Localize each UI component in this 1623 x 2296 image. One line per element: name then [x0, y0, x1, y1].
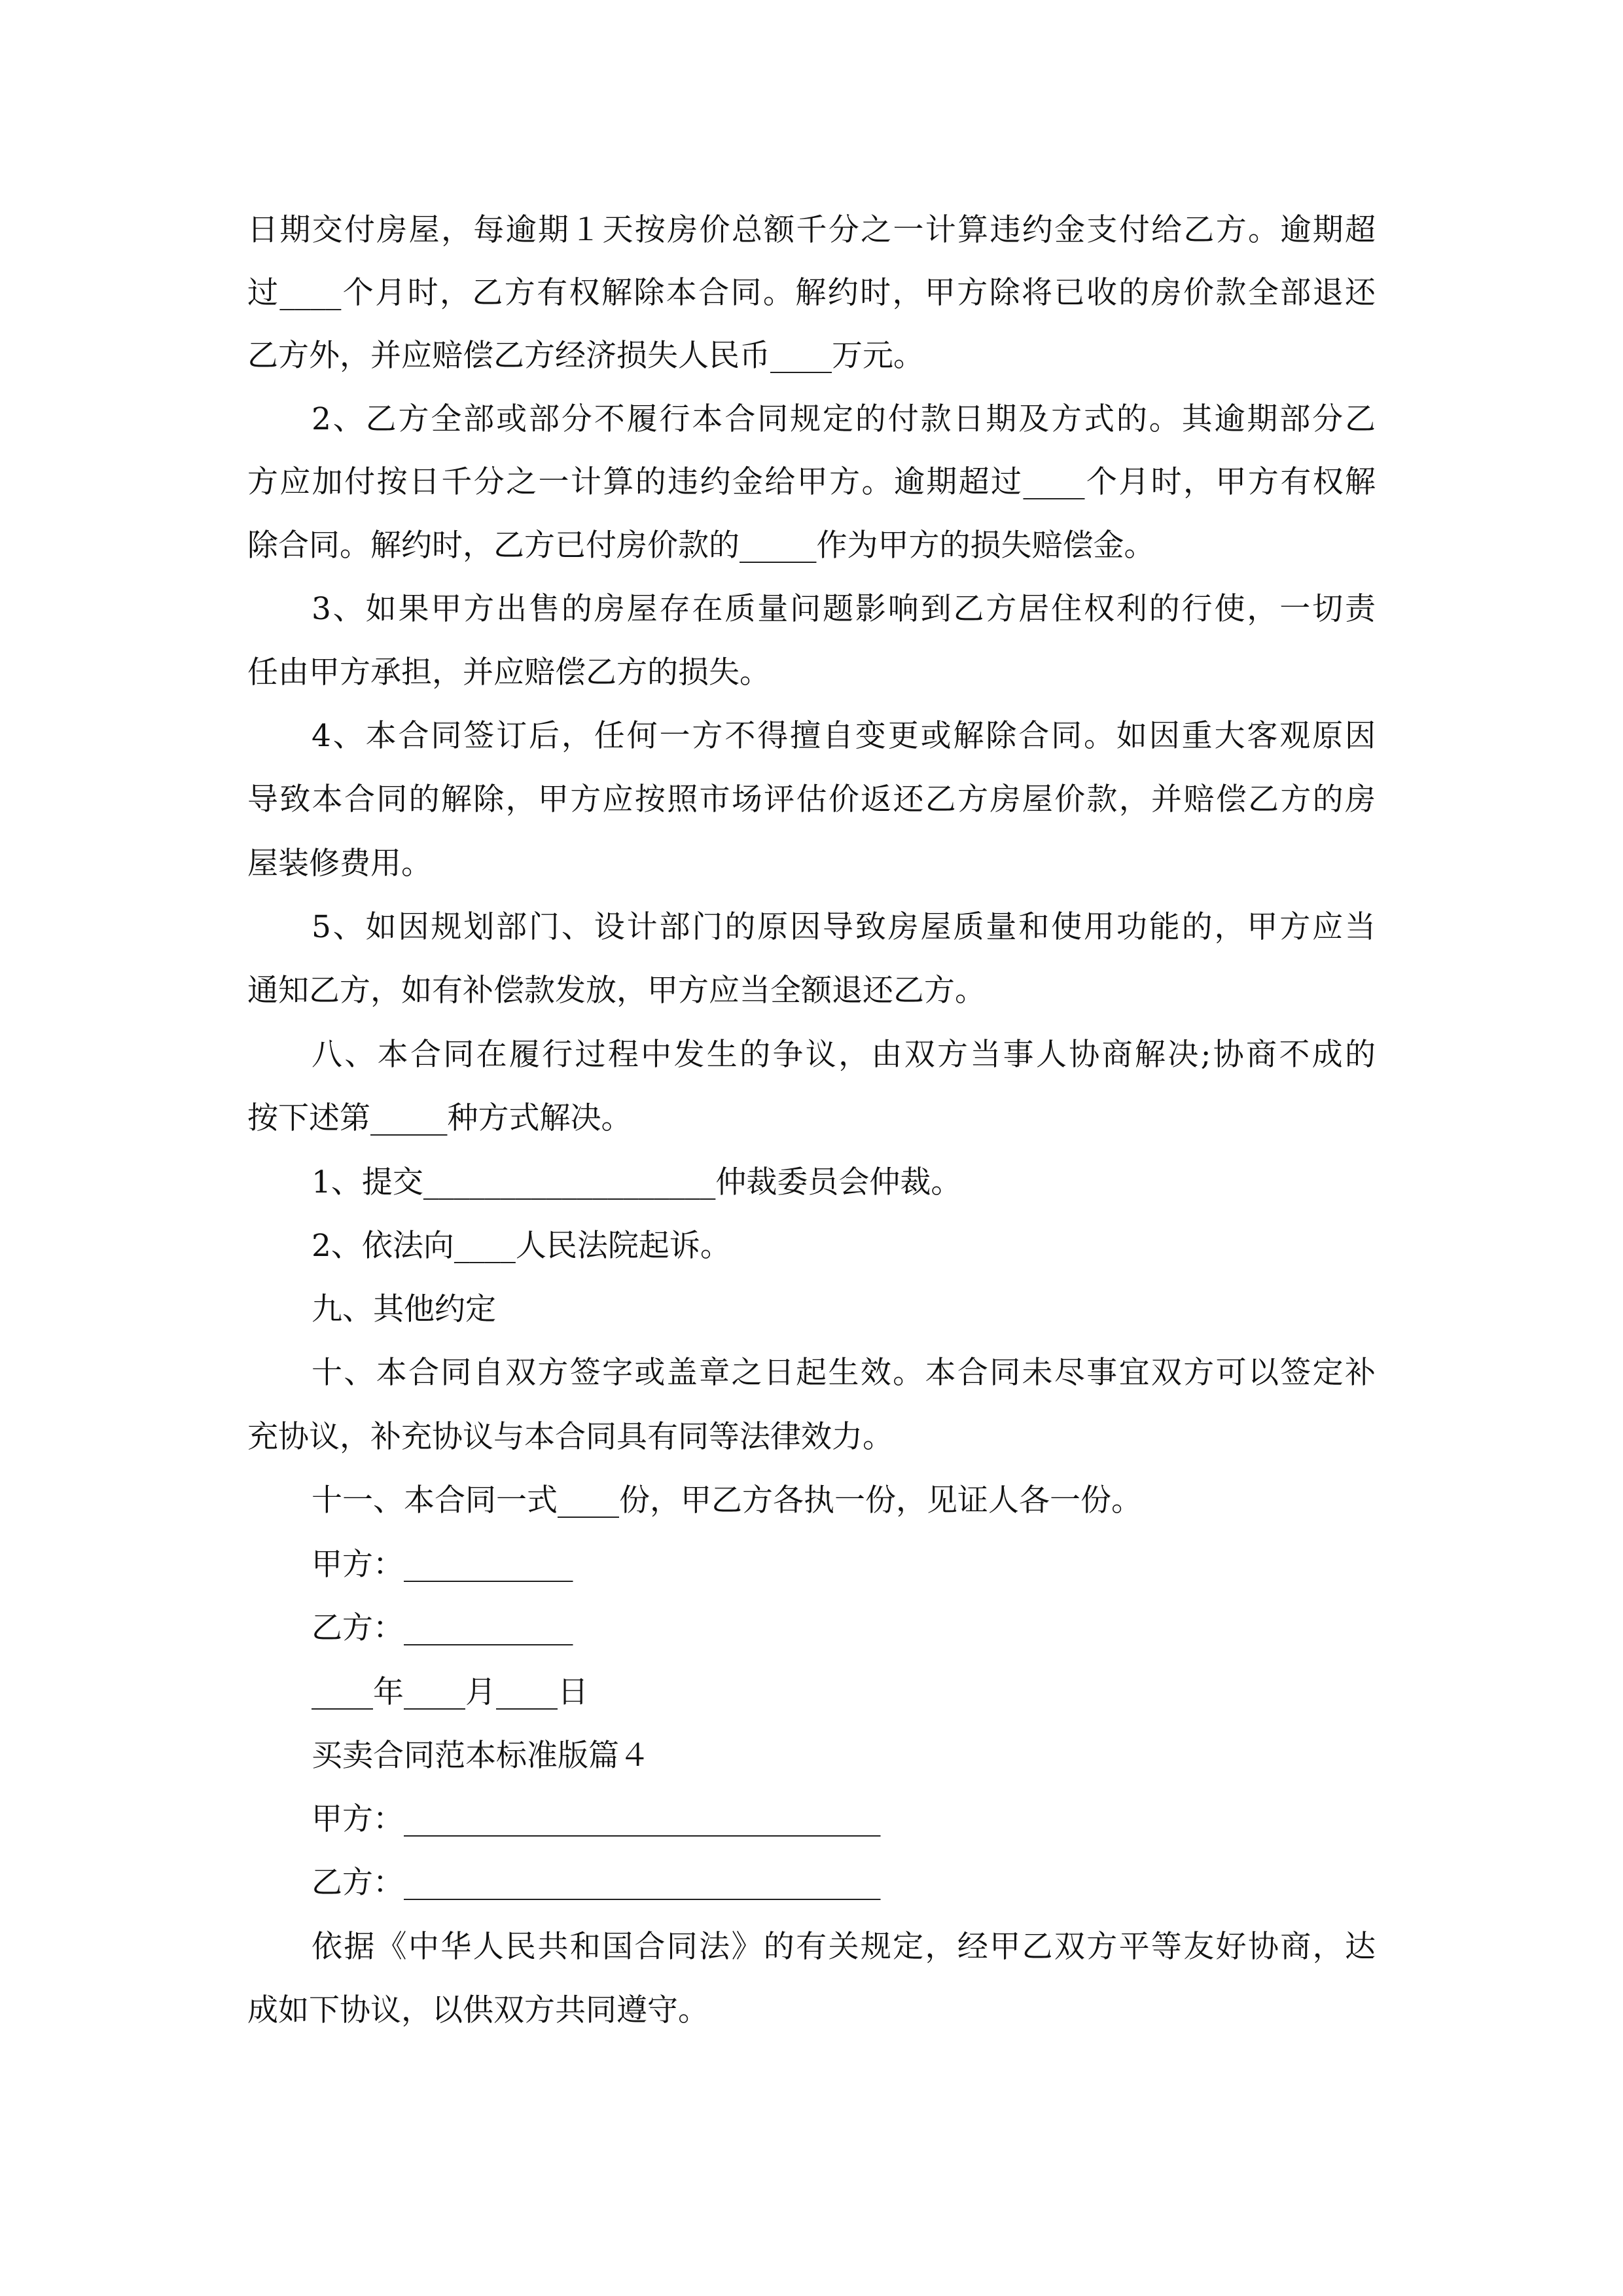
paragraph-line: 导致本合同的解除，甲方应按照市场评估价返还乙方房屋价款，并赔偿乙方的房: [247, 781, 1376, 817]
section-title: 买卖合同范本标准版篇４: [312, 1738, 650, 1774]
paragraph-line: 十、本合同自双方签字或盖章之日起生效。本合同未尽事宜双方可以签定补: [312, 1355, 1376, 1391]
paragraph-line: 过____个月时，乙方有权解除本合同。解约时，甲方除将已收的房价款全部退还: [247, 275, 1376, 311]
party-a-line: 甲方：_______________________________: [312, 1801, 881, 1837]
paragraph-line: 5、如因规划部门、设计部门的原因导致房屋质量和使用功能的，甲方应当: [312, 909, 1376, 945]
paragraph-line: 十一、本合同一式____份，甲乙方各执一份，见证人各一份。: [312, 1482, 1142, 1518]
paragraph-line: 日期交付房屋，每逾期１天按房价总额千分之一计算违约金支付给乙方。逾期超: [247, 212, 1376, 248]
paragraph-line: 依据《中华人民共和国合同法》的有关规定，经甲乙双方平等友好协商，达: [312, 1929, 1376, 1965]
party-b-line: 乙方：___________: [312, 1610, 573, 1646]
paragraph-line: 1、提交___________________仲裁委员会仲裁。: [312, 1164, 962, 1200]
paragraph-line: 4、本合同签订后，任何一方不得擅自变更或解除合同。如因重大客观原因: [312, 718, 1376, 754]
paragraph-line: 九、其他约定: [312, 1291, 496, 1327]
paragraph-line: 充协议，补充协议与本合同具有同等法律效力。: [247, 1419, 893, 1455]
paragraph-line: 通知乙方，如有补偿款发放，甲方应当全额退还乙方。: [247, 973, 986, 1009]
paragraph-line: 3、如果甲方出售的房屋存在质量问题影响到乙方居住权利的行使，一切责: [312, 591, 1376, 627]
paragraph-line: 除合同。解约时，乙方已付房价款的_____作为甲方的损失赔偿金。: [247, 528, 1155, 564]
paragraph-line: 屋装修费用。: [247, 846, 432, 882]
paragraph-line: 按下述第_____种方式解决。: [247, 1100, 632, 1136]
party-a-line: 甲方：___________: [312, 1547, 573, 1583]
paragraph-line: 八、本合同在履行过程中发生的争议，由双方当事人协商解决;协商不成的: [312, 1037, 1376, 1073]
paragraph-line: 2、依法向____人民法院起诉。: [312, 1228, 731, 1264]
paragraph-line: 任由甲方承担，并应赔偿乙方的损失。: [247, 655, 770, 691]
paragraph-line: 乙方外，并应赔偿乙方经济损失人民币____万元。: [247, 338, 924, 374]
party-b-line: 乙方：_______________________________: [312, 1865, 881, 1901]
paragraph-line: 方应加付按日千分之一计算的违约金给甲方。逾期超过____个月时，甲方有权解: [247, 464, 1376, 500]
paragraph-line: 2、乙方全部或部分不履行本合同规定的付款日期及方式的。其逾期部分乙: [312, 401, 1376, 437]
date-line: ____年____月____日: [312, 1674, 588, 1710]
paragraph-line: 成如下协议，以供双方共同遵守。: [247, 1992, 709, 2028]
